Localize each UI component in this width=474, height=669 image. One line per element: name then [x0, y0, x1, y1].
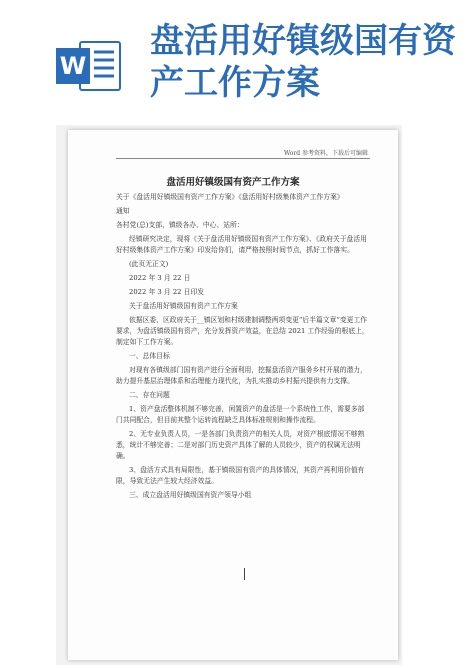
paragraph: 关于盘活用好镇级国有资产工作方案 — [129, 302, 238, 310]
header-divider — [116, 158, 370, 159]
paragraph: 通知 — [116, 207, 130, 215]
paragraph: 关于《盘活用好镇级国有资产工作方案》《盘活用好村级集体资产工作方案》 — [116, 193, 344, 201]
paragraph: 各村党(总)支部，镇级各办、中心、站所： — [116, 221, 244, 229]
word-logo-letter: W — [59, 52, 87, 80]
banner-title: 盘活用好镇级国有资产工作方案 — [150, 21, 456, 103]
document-page — [68, 130, 398, 660]
paragraph: 对现有各镇级部门国有资产进行全面利用，挖掘盘活资产服务乡村开展的潜力，助力提升基层治理体系和治理能力现代化，为扎实推动乡村振兴提供有力支撑。 — [116, 366, 367, 385]
paragraph: 2022 年 3 月 22 日印发 — [129, 288, 205, 296]
paragraph: (此页无正文) — [129, 260, 169, 268]
banner — [0, 0, 474, 118]
document-title: 盘活用好镇级国有资产工作方案 — [166, 177, 300, 188]
section-heading: 三、成立盘活用好镇级国有资产领导小组 — [129, 491, 252, 499]
header-note: Word 参考资料，下载后可编辑 — [284, 150, 368, 157]
paragraph: 依据区委、区政府关于__镇区划和村级建制调整两项变更“后半篇文章”变更工作要求，为盘活镇级国有资产，充分发挥资产效益，在总结 2021 工作经验的根底上，制定如下工作方案。 — [116, 316, 369, 346]
paragraph: 2022 年 3 月 22 日 — [129, 274, 191, 282]
word-logo-icon — [54, 38, 124, 94]
paragraph: 1、资产盘活整体机制不够完善，闲置资产的盘活是一个系统性工作，需要多部门共同配合，但目前其整个运转流程缺乏具体标准规则和操作流程。 — [116, 405, 365, 424]
document-body — [116, 192, 370, 504]
section-heading: 一、总体目标 — [129, 352, 170, 360]
paragraph: 3、盘活方式具有局限性，基于镇级国有资产的具体情况，其资产再利用价值有限，导致无法产生较大经济效益。 — [116, 466, 365, 485]
text-cursor — [244, 568, 245, 580]
section-heading: 二、存在问题 — [129, 391, 170, 399]
paragraph: 经镇研究决定，现将《关于盘活用好镇级国有资产工作方案》、《政府关于盘活用好村级集体资产工作方案》印发给你们，请严格按照时间节点，抓好工作落实。 — [116, 235, 367, 254]
paragraph: 2、无专业负责人员，一是各部门负责资产的相关人员，对资产根底情况不够熟悉，统计不够完善；二是对部门历史资产具体了解的人员较少，资产的权属无法明确。 — [116, 430, 365, 460]
